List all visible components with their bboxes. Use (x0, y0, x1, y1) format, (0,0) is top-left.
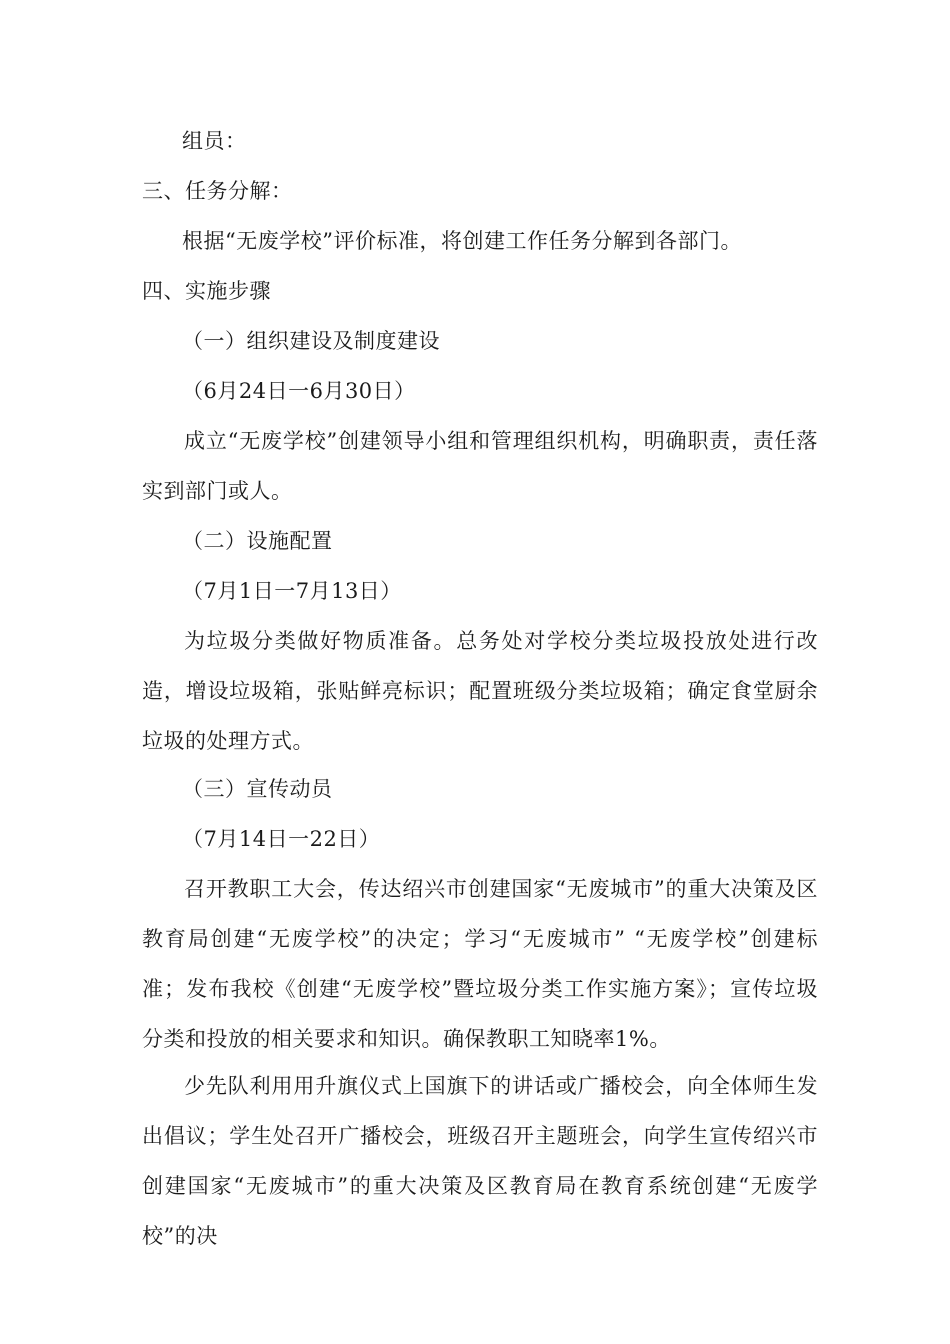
step2-heading: （二）设施配置 (182, 529, 333, 553)
step3-body-2: 少先队利用用升旗仪式上国旗下的讲话或广播校会，向全体师生发出倡议；学生处召开广播校会，班级召开主题班会，向学生宣传绍兴市创建国家“无废城市”的重大决策及区教育局在教育系统创建“无废学校”的决 (142, 1074, 818, 1248)
step3-heading: （三）宣传动员 (182, 777, 333, 801)
step1-heading: （一）组织建设及制度建设 (182, 329, 440, 353)
step1-date: （6月24日一6月30日） (182, 379, 416, 403)
members-line: 组员： (182, 129, 247, 153)
step1-body: 成立“无废学校”创建领导小组和管理组织机构，明确职责，责任落实到部门或人。 (142, 429, 818, 503)
section3-body: 根据“无废学校”评价标准，将创建工作任务分解到各部门。 (182, 229, 742, 253)
step3-date: （7月14日一22日） (182, 827, 381, 851)
step2-date: （7月1日一7月13日） (182, 579, 402, 603)
section3-heading: 三、任务分解： (142, 179, 293, 203)
section4-heading: 四、实施步骤 (142, 279, 271, 303)
step3-body-1: 召开教职工大会，传达绍兴市创建国家“无废城市”的重大决策及区教育局创建“无废学校”的决定；学习“无废城市” “无废学校”创建标准；发布我校《创建“无废学校”暨垃圾分类工作实施方案》；宣传垃圾分类和投放的相关要求和知识。确保教职工知晓率1%。 (142, 877, 818, 1051)
step2-body: 为垃圾分类做好物质准备。总务处对学校分类垃圾投放处进行改造，增设垃圾箱，张贴鲜亮标识；配置班级分类垃圾箱；确定食堂厨余垃圾的处理方式。 (142, 629, 818, 753)
